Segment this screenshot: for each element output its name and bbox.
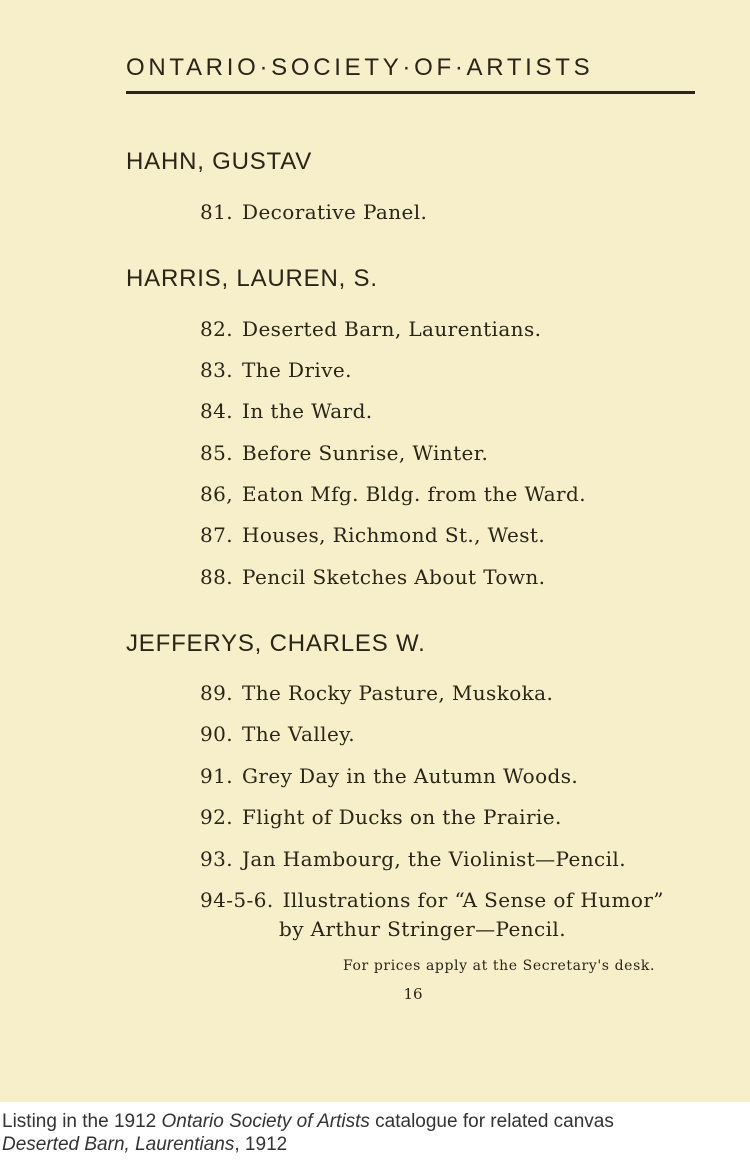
work-number: 90. xyxy=(200,722,234,746)
catalogue-header: ONTARIO·SOCIETY·OF·ARTISTS xyxy=(126,54,594,81)
work-entry xyxy=(200,522,545,548)
work-number: 82. xyxy=(200,317,234,341)
work-entry xyxy=(200,481,586,507)
work-number: 93. xyxy=(200,847,234,871)
work-title: Jan Hambourg, the Violinist—Pencil. xyxy=(242,847,626,871)
artist-heading: JEFFERYS, CHARLES W. xyxy=(126,630,426,657)
work-title-continuation: by Arthur Stringer—Pencil. xyxy=(279,917,566,941)
work-number: 86, xyxy=(200,482,234,506)
prices-footnote: For prices apply at the Secretary's desk. xyxy=(342,958,655,974)
caption-catalogue-title: Ontario Society of Artists xyxy=(161,1111,370,1132)
work-number: 92. xyxy=(200,805,234,829)
caption-suffix: , 1912 xyxy=(234,1134,288,1155)
work-entry xyxy=(200,440,488,466)
work-entry xyxy=(200,804,562,830)
work-entry xyxy=(200,316,541,342)
header-rule xyxy=(126,91,695,94)
caption-middle: catalogue for related canvas xyxy=(369,1111,614,1132)
artist-heading: HAHN, GUSTAV xyxy=(126,148,313,175)
work-number: 94-5-6. xyxy=(200,888,274,912)
work-entry xyxy=(200,357,352,383)
artist-heading: HARRIS, LAUREN, S. xyxy=(126,265,378,292)
work-entry xyxy=(200,846,626,872)
work-number: 81. xyxy=(200,200,234,224)
work-number: 83. xyxy=(200,358,234,382)
work-entry xyxy=(200,763,578,789)
work-entry xyxy=(200,887,664,913)
work-title: Pencil Sketches About Town. xyxy=(242,565,546,589)
work-title: Houses, Richmond St., West. xyxy=(242,523,546,547)
work-number: 89. xyxy=(200,681,234,705)
work-entry xyxy=(200,398,373,424)
work-title: Deserted Barn, Laurentians. xyxy=(242,317,542,341)
caption-prefix: Listing in the 1912 xyxy=(2,1111,162,1132)
work-number: 88. xyxy=(200,565,234,589)
work-title: Illustrations for “A Sense of Humor” xyxy=(282,888,664,912)
work-number: 91. xyxy=(200,764,234,788)
work-title: Decorative Panel. xyxy=(242,200,428,224)
work-title: In the Ward. xyxy=(242,399,373,423)
work-number: 85. xyxy=(200,441,234,465)
work-entry xyxy=(200,564,545,590)
work-title: Before Sunrise, Winter. xyxy=(242,441,489,465)
work-entry xyxy=(200,721,355,747)
work-number: 84. xyxy=(200,399,234,423)
work-title: Flight of Ducks on the Prairie. xyxy=(242,805,562,829)
caption-work-title: Deserted Barn, Laurentians xyxy=(2,1134,235,1155)
work-number: 87. xyxy=(200,523,234,547)
work-title: The Valley. xyxy=(242,722,355,746)
work-entry xyxy=(200,680,553,706)
work-title: Grey Day in the Autumn Woods. xyxy=(242,764,579,788)
work-title: The Rocky Pasture, Muskoka. xyxy=(242,681,554,705)
work-title: The Drive. xyxy=(242,358,352,382)
page-number: 16 xyxy=(403,985,423,1003)
work-entry xyxy=(200,199,427,225)
work-title: Eaton Mfg. Bldg. from the Ward. xyxy=(242,482,586,506)
image-caption xyxy=(2,1110,742,1156)
